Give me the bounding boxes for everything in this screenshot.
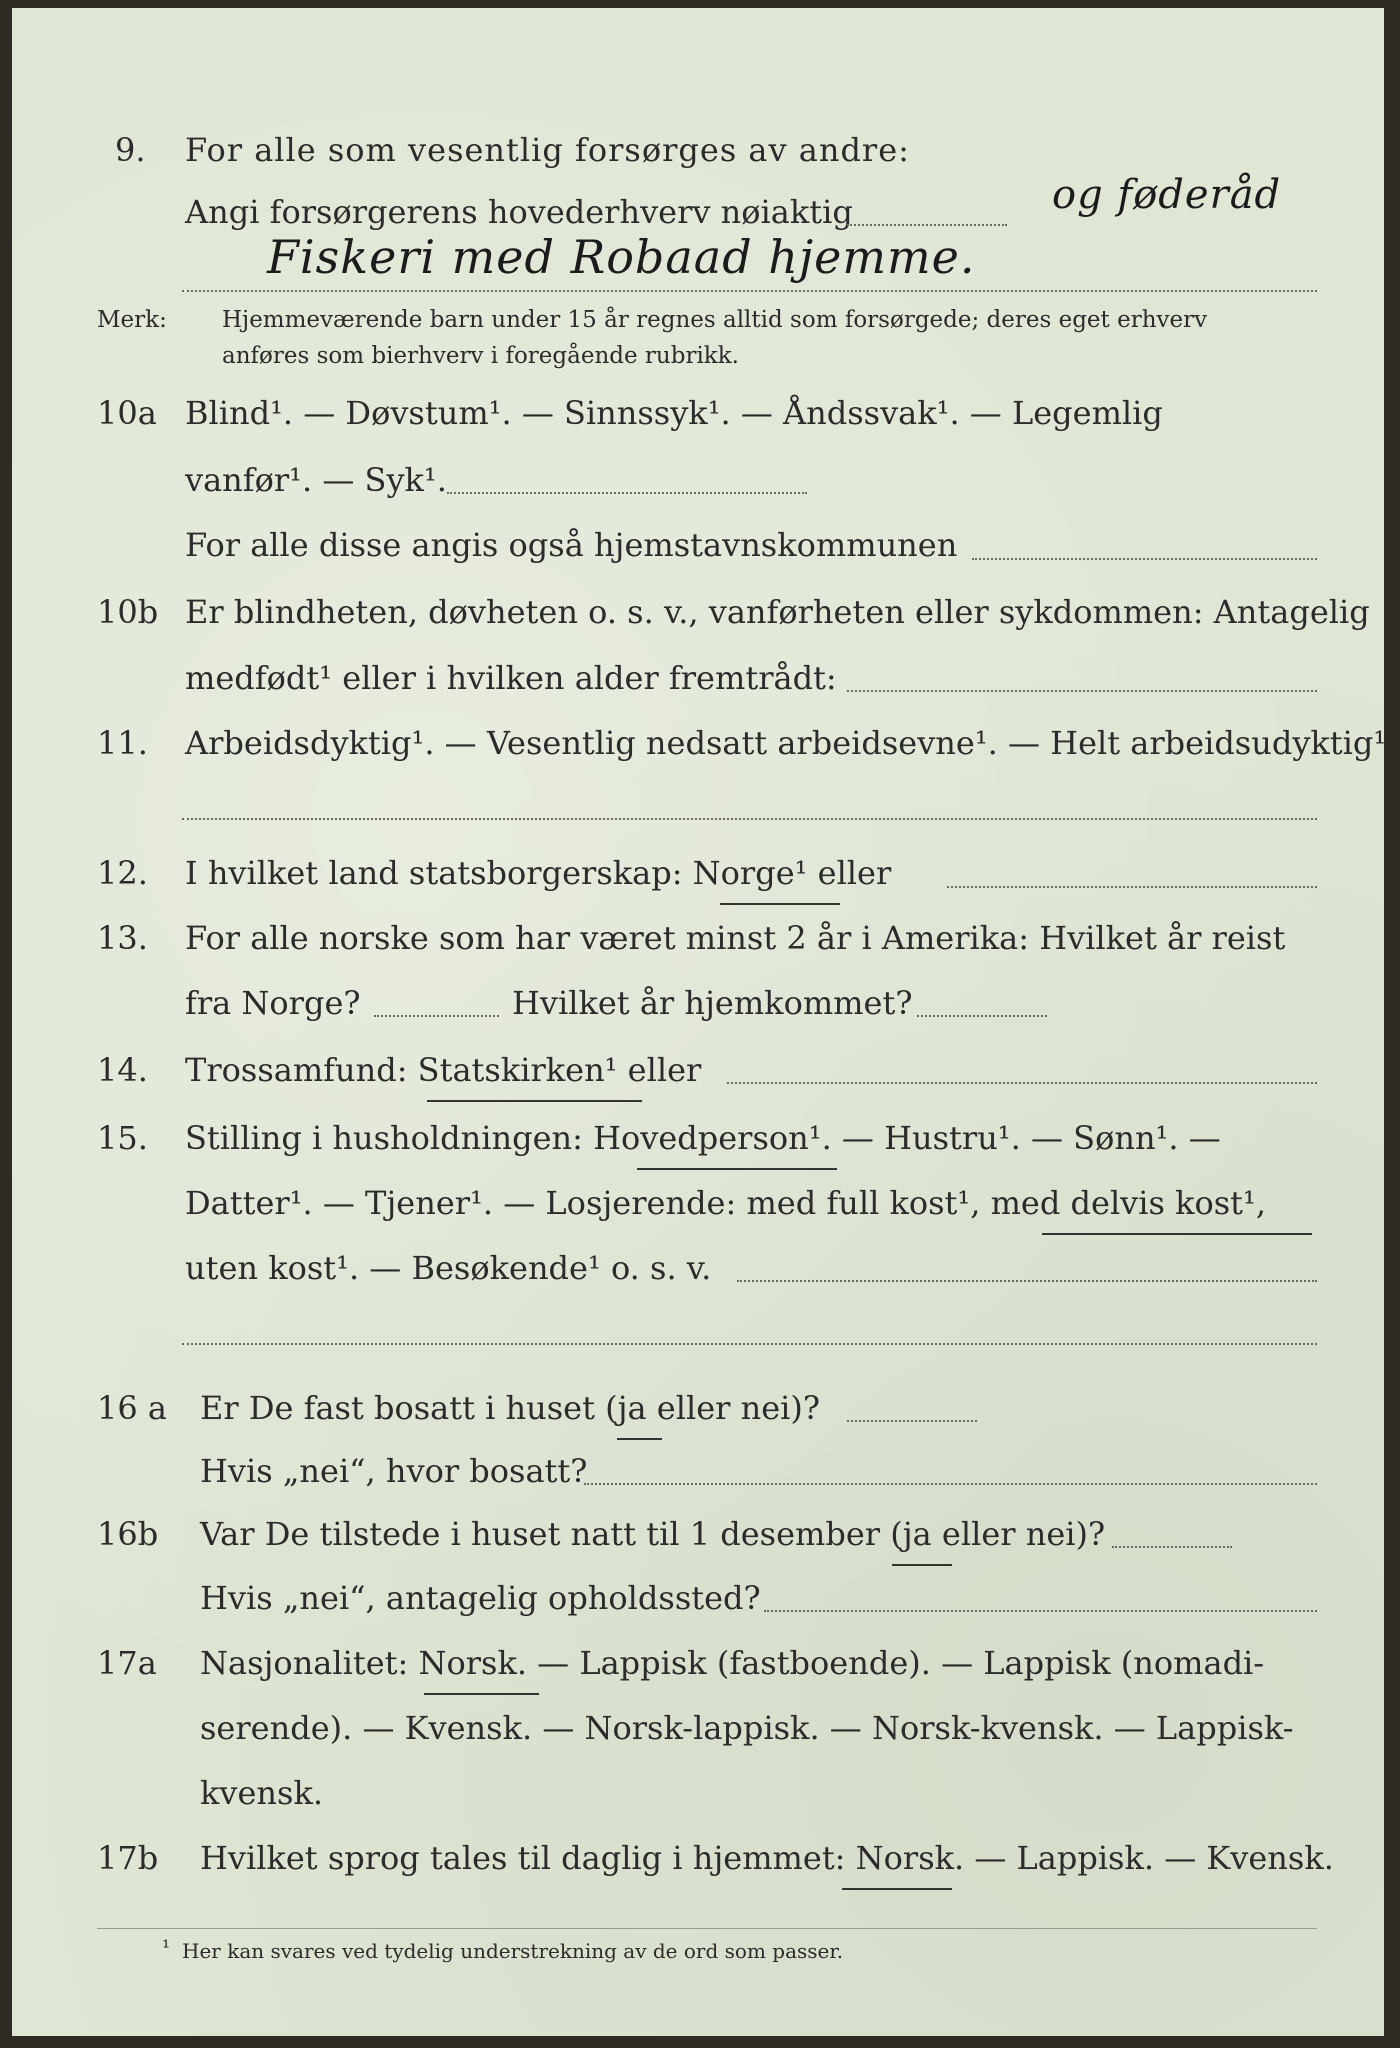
- q15-line3: uten kost¹. — Besøkende¹ o. s. v.: [185, 1249, 712, 1287]
- q16a-line2: Hvis „nei“, hvor bosatt?: [200, 1452, 588, 1490]
- q14-line1: Trossamfund: Statskirken¹ eller: [185, 1051, 702, 1089]
- q9-handwritten-answer-top: og føderåd: [1052, 172, 1282, 218]
- footnote-rule: [97, 1928, 1317, 1929]
- q10b-line: [847, 690, 1317, 692]
- q13-hjemkommet-line: [917, 1015, 1047, 1017]
- q15-underline-hovedperson: [637, 1168, 837, 1170]
- q16b-number: 16b: [97, 1515, 159, 1553]
- q13-number: 13.: [97, 919, 148, 957]
- q10a-line2: vanfør¹. — Syk¹.: [185, 461, 447, 499]
- q17a-underline-norsk: [424, 1693, 539, 1695]
- q14-underline-statskirken: [427, 1100, 642, 1102]
- q10a-line3: For alle disse angis også hjemstavnskommunen: [185, 526, 958, 564]
- q9-dotted-line: [847, 224, 1007, 226]
- merk-label: Merk:: [97, 307, 167, 333]
- q17a-number: 17a: [97, 1644, 157, 1682]
- q15-line1: Stilling i husholdningen: Hovedperson¹. — Hustru¹. — Sønn¹. —: [185, 1119, 1221, 1157]
- q15-underline-delvis-kost: [1042, 1233, 1312, 1235]
- merk-line2: anføres som bierhverv i foregående rubrikk.: [222, 343, 739, 369]
- q13-line1: For alle norske som har været minst 2 år i Amerika: Hvilket år reist: [185, 919, 1286, 957]
- q13-line2b: Hvilket år hjemkommet?: [512, 984, 913, 1022]
- q16a-number: 16 a: [97, 1389, 167, 1427]
- q12-line: [947, 886, 1317, 888]
- q14-number: 14.: [97, 1051, 148, 1089]
- q10a-syk-line: [447, 492, 807, 494]
- q12-number: 12.: [97, 854, 148, 892]
- q16a-bosatt-line: [584, 1483, 1317, 1485]
- q16b-line2: Hvis „nei“, antagelig opholdssted?: [200, 1579, 761, 1617]
- q17b-underline-norsk: [842, 1888, 952, 1890]
- q12-line1: I hvilket land statsborgerskap: Norge¹ eller: [185, 854, 892, 892]
- q16b-opholdssted-line: [764, 1610, 1317, 1612]
- q16a-underline-ja: [617, 1438, 662, 1440]
- q14-line: [727, 1082, 1317, 1084]
- q10b-number: 10b: [97, 593, 159, 631]
- q11-number: 11.: [97, 724, 148, 762]
- q16b-line: [1112, 1546, 1232, 1548]
- q16b-underline-ja: [892, 1564, 952, 1566]
- q10a-hjemstavn-line: [972, 558, 1317, 560]
- q16b-line1: Var De tilstede i huset natt til 1 desember (ja eller nei)?: [200, 1515, 1106, 1553]
- q17b-line1: Hvilket sprog tales til daglig i hjemmet: Norsk. — Lappisk. — Kvensk.: [200, 1839, 1334, 1877]
- footnote-text: Her kan svares ved tydelig understrekning av de ord som passer.: [182, 1939, 844, 1963]
- footnote-mark: ¹: [162, 1935, 171, 1959]
- q17b-number: 17b: [97, 1839, 159, 1877]
- q9-answer-line: [182, 290, 1317, 292]
- q15-number: 15.: [97, 1119, 148, 1157]
- q10b-line2: medfødt¹ eller i hvilken alder fremtrådt:: [185, 659, 837, 697]
- q11-line1: Arbeidsdyktig¹. — Vesentlig nedsatt arbeidsevne¹. — Helt arbeidsudyktig¹.: [185, 724, 1397, 762]
- q15-line2: Datter¹. — Tjener¹. — Losjerende: med full kost¹, med delvis kost¹,: [185, 1184, 1267, 1222]
- q9-handwritten-answer: Fiskeri med Robaad hjemme.: [267, 230, 976, 284]
- q17a-line2: serende). — Kvensk. — Norsk-lappisk. — Norsk-kvensk. — Lappisk-: [200, 1709, 1294, 1747]
- q9-line2: Angi forsørgerens hovederhverv nøiaktig: [185, 193, 853, 231]
- q11-answer-line: [182, 818, 1317, 820]
- q15-answer-line: [182, 1343, 1317, 1345]
- q10b-line1: Er blindheten, døvheten o. s. v., vanførheten eller sykdommen: Antagelig: [185, 593, 1370, 631]
- q17a-line1: Nasjonalitet: Norsk. — Lappisk (fastboende). — Lappisk (nomadi-: [200, 1644, 1265, 1682]
- q16a-line1: Er De fast bosatt i huset (ja eller nei)?: [200, 1389, 821, 1427]
- q9-number: 9.: [115, 131, 146, 169]
- q10a-line1: Blind¹. — Døvstum¹. — Sinnssyk¹. — Åndssvak¹. — Legemlig: [185, 394, 1163, 432]
- merk-line1: Hjemmeværende barn under 15 år regnes alltid som forsørgede; deres eget erhverv: [222, 307, 1208, 333]
- q12-underline-norge: [720, 903, 840, 905]
- q13-reist-line: [374, 1015, 499, 1017]
- census-form-page: [12, 8, 1397, 2036]
- q9-line1: For alle som vesentlig forsørges av andre:: [185, 131, 910, 169]
- q10a-number: 10a: [97, 394, 157, 432]
- q15-line: [737, 1280, 1317, 1282]
- q16a-line: [847, 1420, 977, 1422]
- q17a-line3: kvensk.: [200, 1774, 323, 1812]
- q13-line2: fra Norge?: [185, 984, 361, 1022]
